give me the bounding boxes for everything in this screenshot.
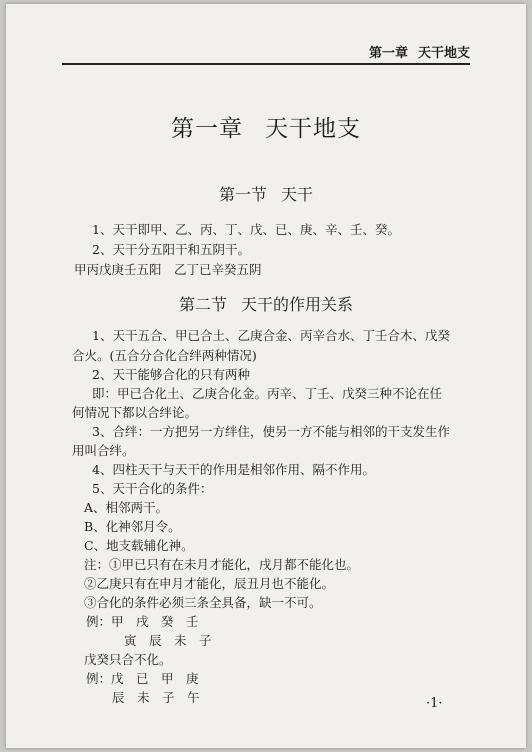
body-line: 甲丙戊庚壬五阳 乙丁已辛癸五阴 bbox=[74, 262, 262, 277]
body-line: 1、天干即甲、乙、丙、丁、戊、已、庚、辛、壬、癸。 bbox=[92, 222, 400, 237]
section2-number: 第二节 bbox=[178, 295, 227, 314]
body-line: 3、合绊：一方把另一方绊住，使另一方不能与相邻的干支发生作 bbox=[92, 424, 450, 439]
body-line: 1、天干五合、甲已合土、乙庚合金、丙辛合水、丁壬合木、戊癸 bbox=[92, 328, 450, 343]
section1-title: 天干 bbox=[281, 185, 314, 204]
section2-title: 天干的作用关系 bbox=[241, 295, 354, 314]
example-line: 辰 未 子 午 bbox=[112, 690, 200, 705]
example-line: 例：甲 戌 癸 壬 bbox=[86, 614, 199, 629]
body-line: 何情况下都以合绊论。 bbox=[72, 405, 198, 420]
book-page bbox=[6, 4, 526, 748]
body-line: ②乙庚只有在申月才能化，辰丑月也不能化。 bbox=[84, 576, 335, 591]
header-rule bbox=[62, 63, 470, 65]
body-line: 用叫合绊。 bbox=[72, 443, 135, 458]
body-line: ③合化的条件必须三条全具备，缺一不可。 bbox=[84, 595, 322, 610]
section1-heading bbox=[6, 182, 526, 205]
chapter-number: 第一章 bbox=[171, 116, 243, 142]
section1-number: 第一节 bbox=[218, 185, 267, 204]
chapter-name: 天干地支 bbox=[265, 116, 361, 142]
body-line: 5、天干合化的条件： bbox=[92, 481, 213, 496]
body-line: 2、天干分五阳干和五阴干。 bbox=[92, 242, 250, 257]
body-line: 即：甲已合化土、乙庚合化金。丙辛、丁壬、戊癸三种不论在任 bbox=[92, 386, 443, 401]
example-line: 例：戊 已 甲 庚 bbox=[86, 671, 199, 686]
example-line: 寅 辰 未 子 bbox=[124, 633, 212, 648]
body-line: C、地支载辅化神。 bbox=[84, 538, 194, 553]
header-title: 天干地支 bbox=[417, 46, 470, 61]
body-line: 戊癸只合不化。 bbox=[84, 652, 172, 667]
chapter-title bbox=[6, 110, 526, 143]
body-line: 2、天干能够合化的只有两种 bbox=[92, 367, 250, 382]
body-line: 合火。(五合分合化合绊两种情况) bbox=[72, 348, 257, 363]
body-line: B、化神邻月令。 bbox=[84, 519, 181, 534]
page-number: ·1· bbox=[426, 696, 443, 711]
body-line: A、相邻两干。 bbox=[84, 500, 169, 515]
body-line: 注：①甲已只有在未月才能化，戌月都不能化也。 bbox=[84, 557, 360, 572]
running-header bbox=[62, 42, 470, 61]
section2-heading bbox=[6, 292, 526, 315]
header-chapter: 第一章 bbox=[368, 46, 408, 61]
body-line: 4、四柱天干与天干的作用是相邻作用、隔不作用。 bbox=[92, 462, 375, 477]
